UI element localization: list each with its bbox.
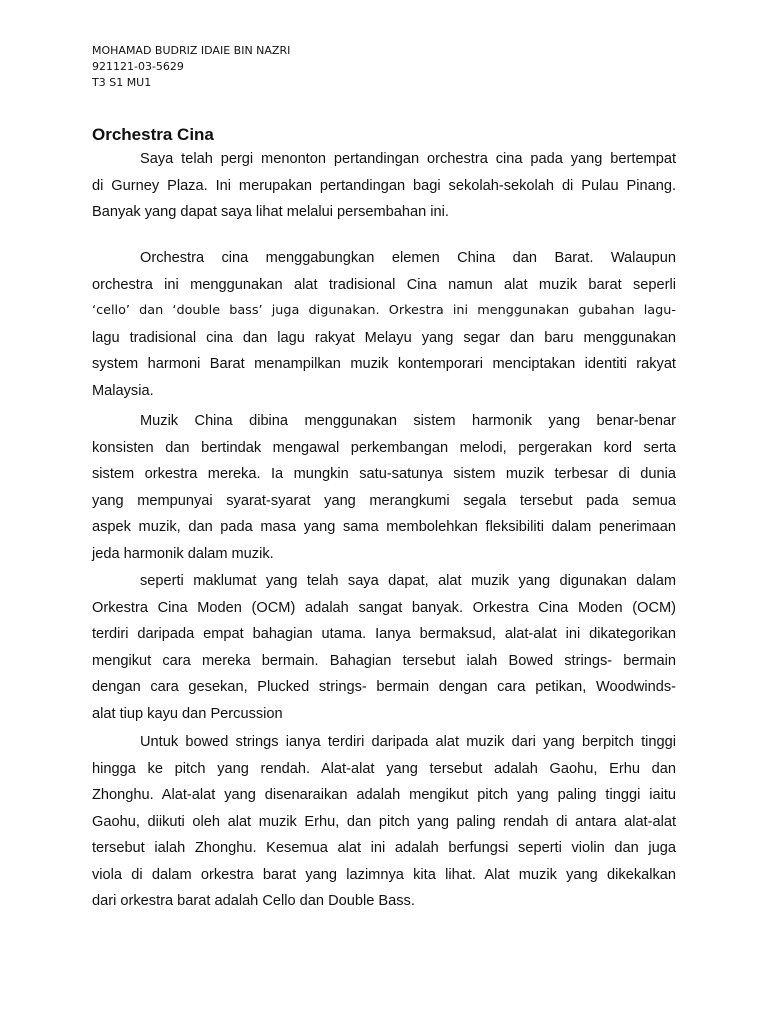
paragraph-line: Untuk bowed strings ianya terdiri daripada alat muzik dari yang berpitch tinggi [140, 734, 676, 750]
paragraph-line: ‘cello’ dan ‘double bass’ juga digunakan. Orkestra ini menggunakan gubahan lagu- [92, 303, 676, 318]
paragraph-3 [92, 408, 676, 567]
document-title: Orchestra Cina [92, 125, 214, 144]
paragraph-line: Orchestra cina menggabungkan elemen China dan Barat. Walaupun [140, 250, 676, 266]
paragraph-2 [92, 245, 676, 404]
paragraph-line: Muzik China dibina menggunakan sistem harmonik yang benar-benar [140, 413, 676, 429]
paragraph-line: sistem orkestra mereka. Ia mungkin satu-satunya sistem muzik terbesar di dunia [92, 466, 676, 482]
paragraph-line: Banyak yang dapat saya lihat melalui persembahan ini. [92, 204, 449, 220]
paragraph-line: Gaohu, diikuti oleh alat muzik Erhu, dan pitch yang paling rendah di antara alat-alat [92, 813, 676, 830]
paragraph-line: tersebut ialah Zhonghu. Kesemua alat ini adalah berfungsi seperti violin dan juga [92, 840, 676, 856]
paragraph-line: hingga ke pitch yang rendah. Alat-alat yang tersebut adalah Gaohu, Erhu dan [92, 760, 676, 777]
paragraph-5 [92, 729, 676, 915]
paragraph-line: di Gurney Plaza. Ini merupakan pertandingan bagi sekolah-sekolah di Pulau Pinang. [92, 177, 676, 194]
author-name: MOHAMAD BUDRIZ IDAIE BIN NAZRI [92, 44, 291, 57]
author-ic-number: 921121-03-5629 [92, 60, 184, 73]
paragraph-line: Zhonghu. Alat-alat yang disenaraikan adalah mengikut pitch yang paling tinggi iaitu [92, 787, 676, 803]
paragraph-line: dengan cara gesekan, Plucked strings- bermain dengan cara petikan, Woodwinds- [92, 679, 676, 695]
paragraph-line: seperti maklumat yang telah saya dapat, alat muzik yang digunakan dalam [140, 573, 676, 589]
paragraph-line: aspek muzik, dan pada masa yang sama membolehkan fleksibiliti dalam penerimaan [92, 519, 676, 535]
paragraph-line: konsisten dan bertindak mengawal perkembangan melodi, pergerakan kord serta [92, 439, 676, 456]
paragraph-line: lagu tradisional cina dan lagu rakyat Melayu yang segar dan baru menggunakan [92, 329, 676, 346]
paragraph-line: jeda harmonik dalam muzik. [92, 545, 274, 562]
paragraph-line: mengikut cara mereka bermain. Bahagian tersebut ialah Bowed strings- bermain [92, 652, 676, 669]
paragraph-4 [92, 568, 676, 727]
paragraph-line: yang mempunyai syarat-syarat yang merangkumi segala tersebut pada semua [92, 492, 676, 509]
paragraph-line: alat tiup kayu dan Percussion [92, 705, 283, 722]
author-class: T3 S1 MU1 [92, 76, 152, 89]
paragraph-1 [92, 146, 676, 226]
paragraph-line: viola di dalam orkestra barat yang lazimnya kita lihat. Alat muzik yang dikekalkan [92, 866, 676, 883]
paragraph-line: terdiri daripada empat bahagian utama. Ianya bermaksud, alat-alat ini dikategorikan [92, 626, 676, 642]
paragraph-line: Saya telah pergi menonton pertandingan orchestra cina pada yang bertempat [140, 151, 676, 167]
paragraph-line: Malaysia. [92, 382, 154, 399]
paragraph-line: dari orkestra barat adalah Cello dan Double Bass. [92, 893, 415, 909]
author-header [92, 43, 290, 91]
paragraph-line: system harmoni Barat menampilkan muzik kontemporari menciptakan identiti rakyat [92, 356, 676, 372]
paragraph-line: orchestra ini menggunakan alat tradisional Cina namun alat muzik barat seperli [92, 276, 676, 293]
paragraph-line: Orkestra Cina Moden (OCM) adalah sangat banyak. Orkestra Cina Moden (OCM) [92, 599, 676, 616]
